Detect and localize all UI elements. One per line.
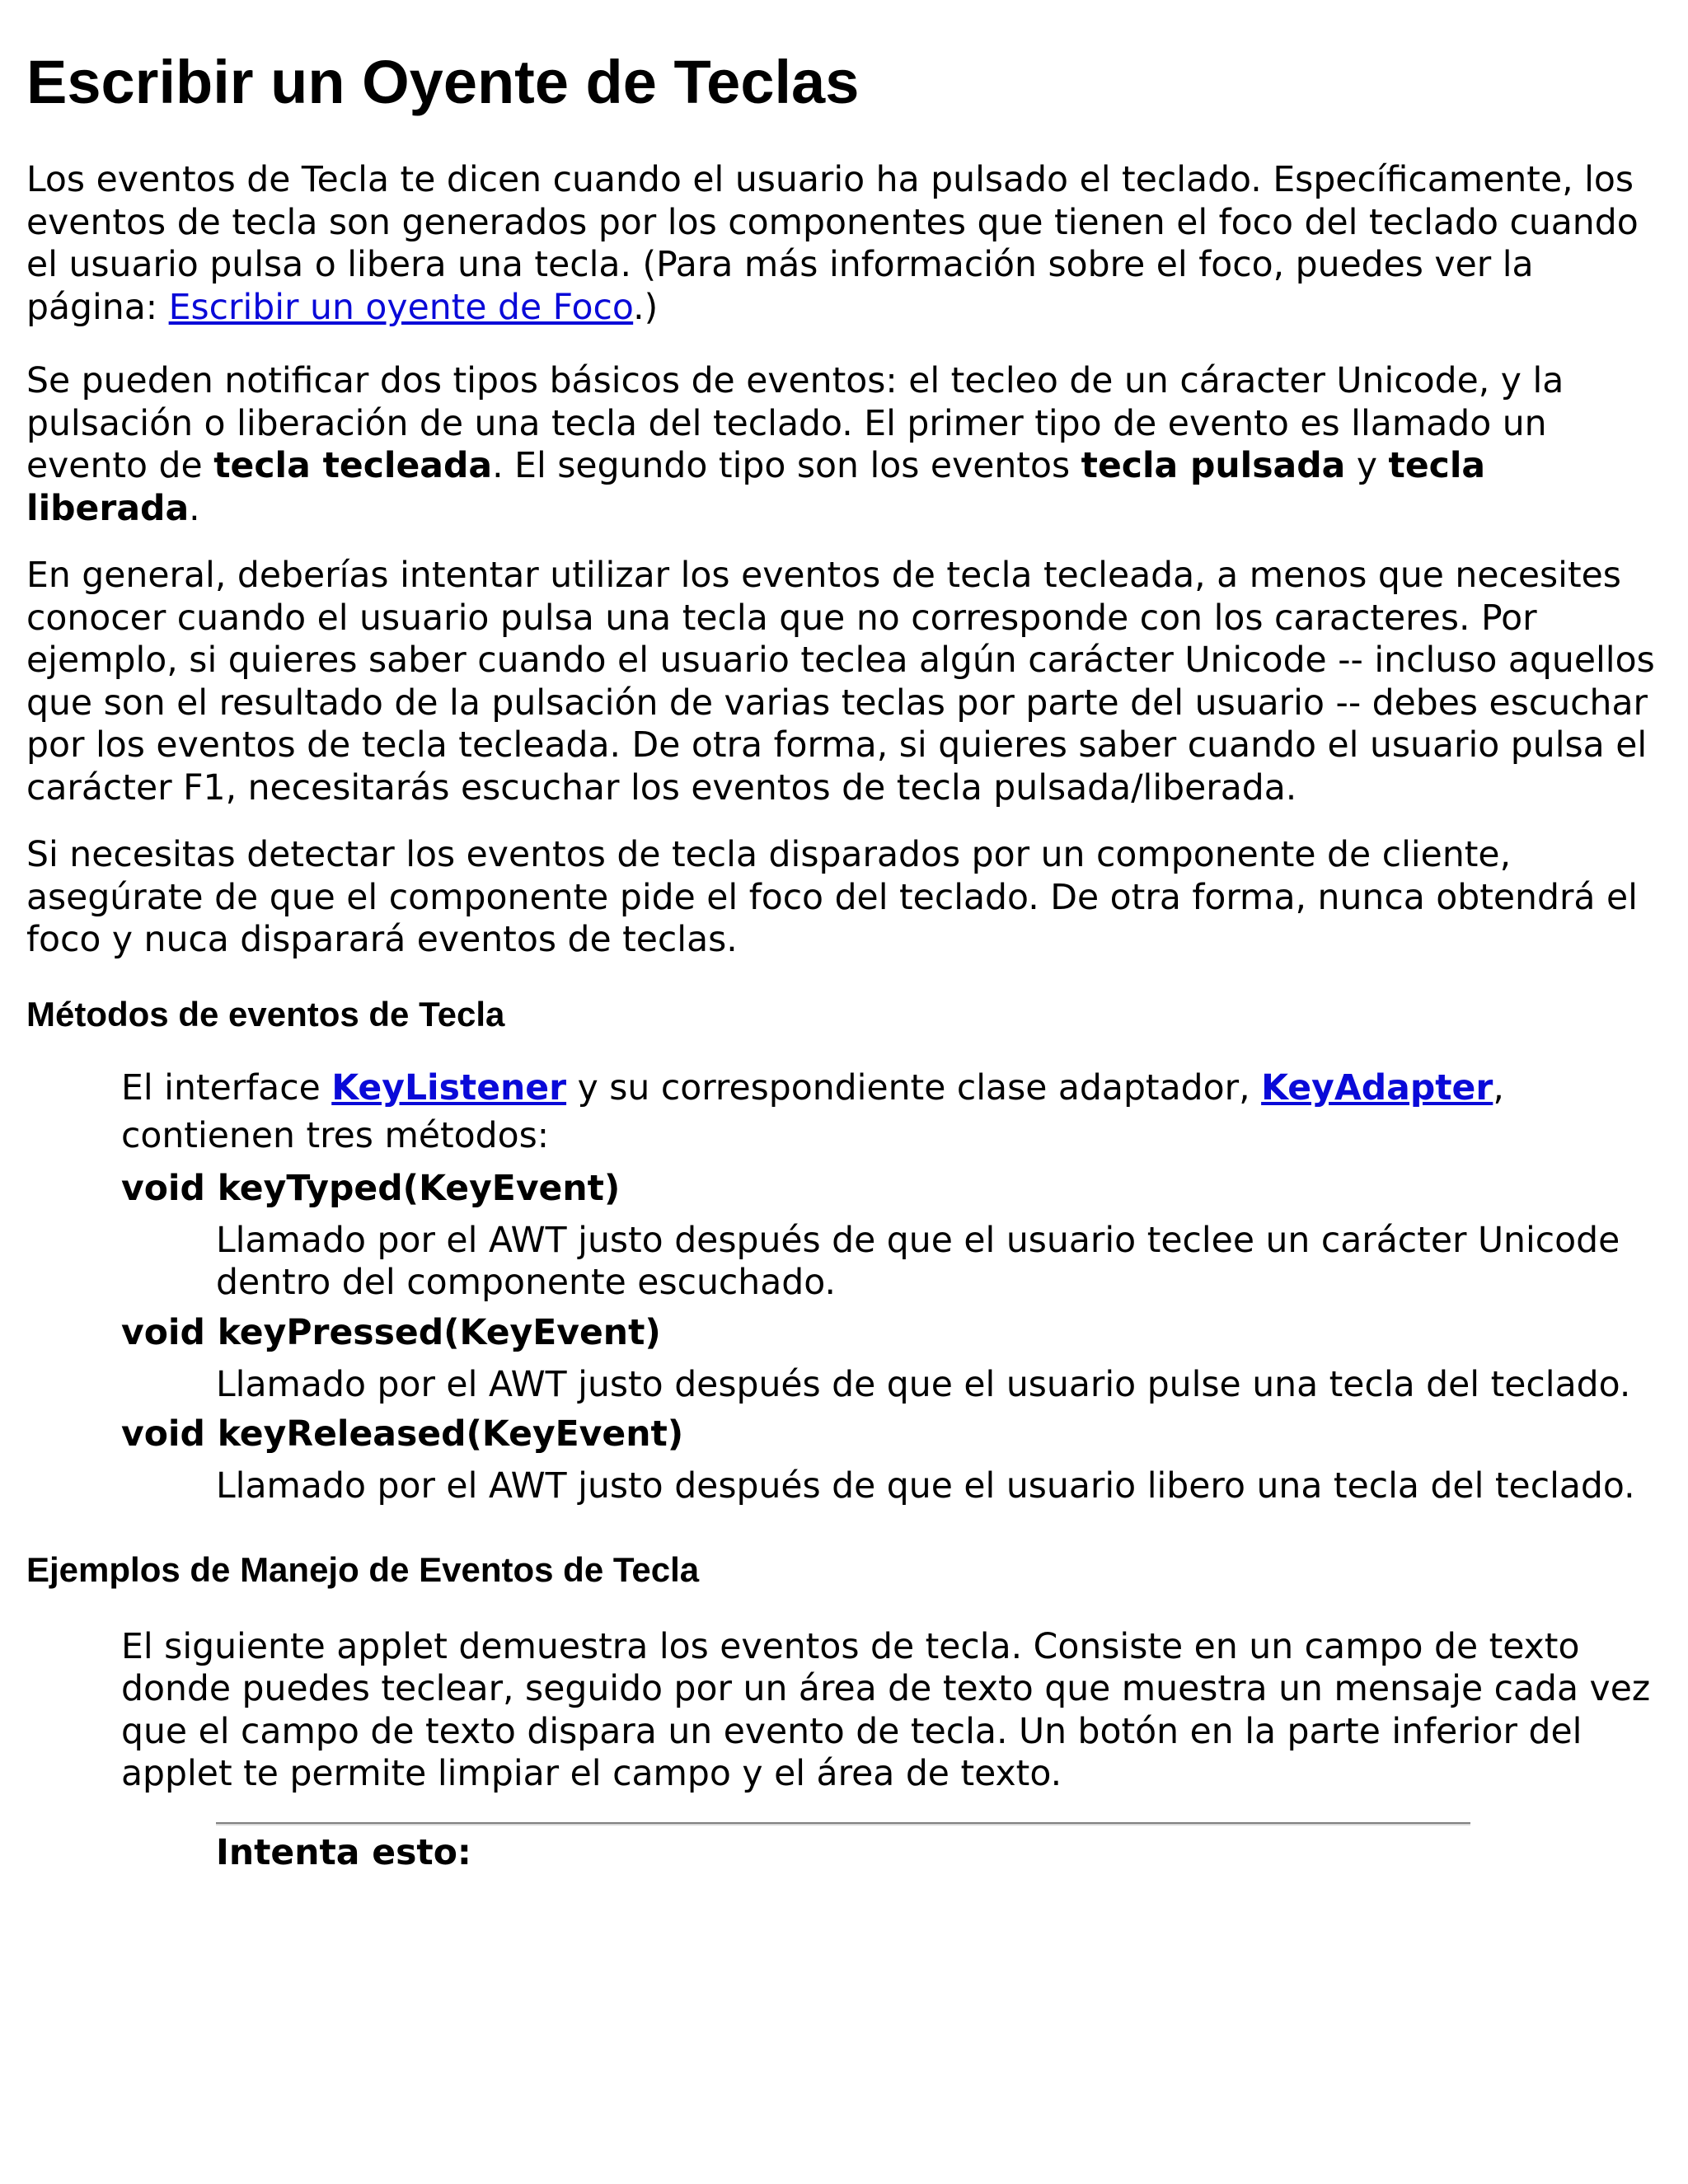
- term-tecla-liberada: tecla liberada: [26, 446, 1486, 529]
- intro-p2-text-e: .: [189, 488, 200, 529]
- intro-p2-text-d: y: [1345, 446, 1389, 486]
- page-content: [26, 0, 1667, 1874]
- method-description-keypressed: Llamado por el AWT justo después de que el usuario pulse una tecla del teclado.: [216, 1364, 1631, 1405]
- examples-heading: Ejemplos de Manejo de Eventos de Tecla: [26, 1549, 700, 1589]
- keyadapter-link[interactable]: KeyAdapter: [1261, 1067, 1493, 1108]
- page-title: Escribir un Oyente de Teclas: [26, 48, 860, 116]
- intro-paragraph-4: Si necesitas detectar los eventos de tecla disparados por un componente de cliente, asegúrate de que el componente pide el foco del teclado. De otra forma, nunca obtendrá el foco y nuca disparará eventos de teclas.: [26, 835, 1638, 960]
- method-signature-keytyped: void keyTyped(KeyEvent): [121, 1168, 621, 1209]
- focus-listener-link[interactable]: Escribir un oyente de Foco: [168, 287, 634, 328]
- term-tecla-tecleada: tecla tecleada: [213, 446, 493, 486]
- methods-intro-a: El interface: [121, 1067, 332, 1108]
- intro-paragraph-1: [26, 159, 1667, 329]
- examples-paragraph: El siguiente applet demuestra los eventos de tecla. Consiste en un campo de texto donde puedes teclear, seguido por un área de texto que muestra un mensaje cada vez que el campo de texto dispara un evento de tecla. Un botón en la parte inferior del applet te permite limpiar el campo y el área de texto.: [121, 1626, 1651, 1794]
- methods-intro-c: , contienen tres métodos:: [121, 1067, 1504, 1156]
- try-this-label: Intenta esto:: [216, 1832, 471, 1873]
- intro-p1-end: .): [633, 287, 659, 328]
- term-tecla-pulsada: tecla pulsada: [1081, 446, 1346, 486]
- horizontal-rule: [216, 1822, 1470, 1825]
- intro-p2-text-a: Se pueden notificar dos tipos básicos de eventos: el tecleo de un cáracter Unicode, y la pulsación o liberación de una tecla del teclado. El primer tipo de evento es llamado un evento de: [26, 361, 1564, 486]
- method-signature-keyreleased: void keyReleased(KeyEvent): [121, 1414, 684, 1455]
- intro-p2-text-c: . El segundo tipo son los eventos: [492, 446, 1081, 486]
- methods-heading: Métodos de eventos de Tecla: [26, 994, 505, 1033]
- method-signature-keypressed: void keyPressed(KeyEvent): [121, 1312, 661, 1353]
- method-description-keytyped: Llamado por el AWT justo después de que el usuario teclee un carácter Unicode dentro del componente escuchado.: [216, 1220, 1620, 1303]
- method-description-keyreleased: Llamado por el AWT justo después de que el usuario libero una tecla del teclado.: [216, 1466, 1635, 1507]
- intro-paragraph-3: En general, deberías intentar utilizar los eventos de tecla tecleada, a menos que necesites conocer cuando el usuario pulsa una tecla que no corresponde con los caracteres. Por ejemplo, si quieres saber cuando el usuario teclea algún carácter Unicode -- incluso aquellos que son el resultado de la pulsación de varias teclas por parte del usuario -- debes escuchar por los eventos de tecla tecleada. De otra forma, si quieres saber cuando el usuario pulsa el carácter F1, necesitarás escuchar los eventos de tecla pulsada/liberada.: [26, 555, 1655, 808]
- intro-p1-text: Los eventos de Tecla te dicen cuando el usuario ha pulsado el teclado. Específicamente, los eventos de tecla son generados por los componentes que tienen el foco del teclado cuando el usuario pulsa o libera una tecla. (Para más información sobre el foco, puedes ver la página:: [26, 160, 1639, 328]
- method-list: [121, 1168, 1667, 1508]
- methods-intro: [121, 1065, 1667, 1160]
- intro-paragraph-2: [26, 360, 1667, 530]
- keylistener-link[interactable]: KeyListener: [331, 1067, 567, 1108]
- methods-intro-b: y su correspondiente clase adaptador,: [566, 1067, 1262, 1108]
